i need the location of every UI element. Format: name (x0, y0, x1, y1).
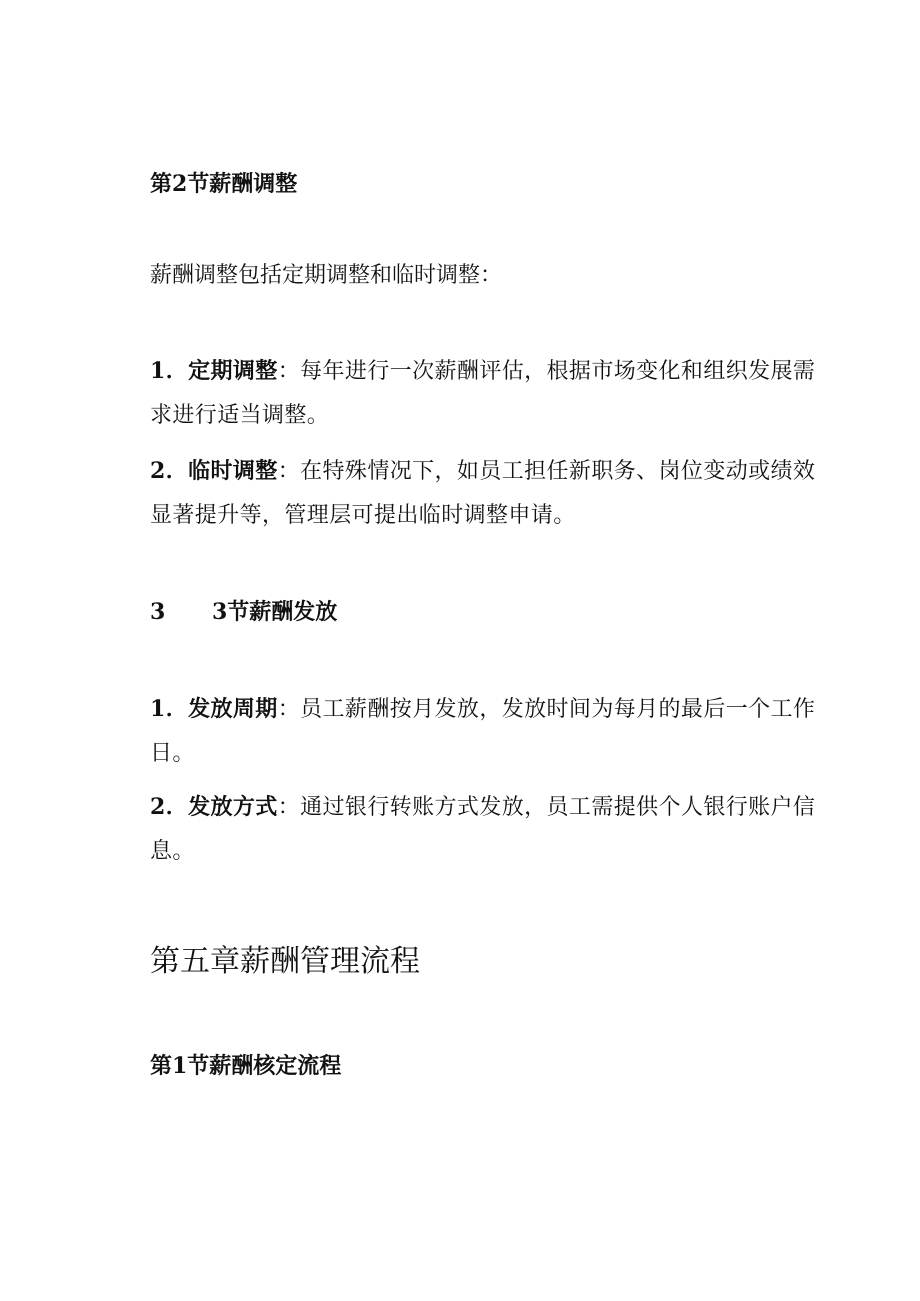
adjustment-intro: 薪酬调整包括定期调整和临时调整： (150, 263, 503, 288)
item-colon: ： (277, 795, 301, 820)
section-1-heading: 第1节薪酬核定流程 (150, 1053, 342, 1079)
item-number: 1． (150, 696, 189, 722)
item-term: 发放方式 (188, 794, 278, 820)
item-number: 2． (150, 458, 189, 484)
item-colon: ： (277, 459, 301, 484)
section-3-number: 3 (150, 599, 166, 625)
pay-item-method (150, 785, 818, 874)
section-3-title: 3节薪酬发放 (212, 599, 338, 625)
item-number: 2． (150, 794, 189, 820)
adjustment-item-temporary (150, 449, 818, 538)
section-3-heading (150, 598, 818, 626)
item-colon: ： (277, 359, 301, 384)
item-colon: ： (277, 697, 301, 722)
item-term: 临时调整 (188, 458, 278, 484)
chapter-5-heading: 第五章薪酬管理流程 (150, 944, 420, 979)
item-text: 员工薪酬按月发放，发放时间为每月的最后一个工作日。 (150, 697, 816, 766)
item-term: 发放周期 (188, 696, 278, 722)
item-term: 定期调整 (188, 358, 278, 384)
item-text: 每年进行一次薪酬评估，根据市场变化和组织发展需求进行适当调整。 (150, 359, 816, 428)
item-text: 在特殊情况下，如员工担任新职务、岗位变动或绩效显著提升等，管理层可提出临时调整申请。 (150, 459, 816, 528)
item-number: 1． (150, 358, 189, 384)
pay-item-cycle (150, 687, 818, 776)
section-2-heading: 第2节薪酬调整 (150, 171, 298, 197)
adjustment-item-periodic (150, 349, 818, 438)
item-text: 通过银行转账方式发放，员工需提供个人银行账户信息。 (150, 795, 816, 864)
